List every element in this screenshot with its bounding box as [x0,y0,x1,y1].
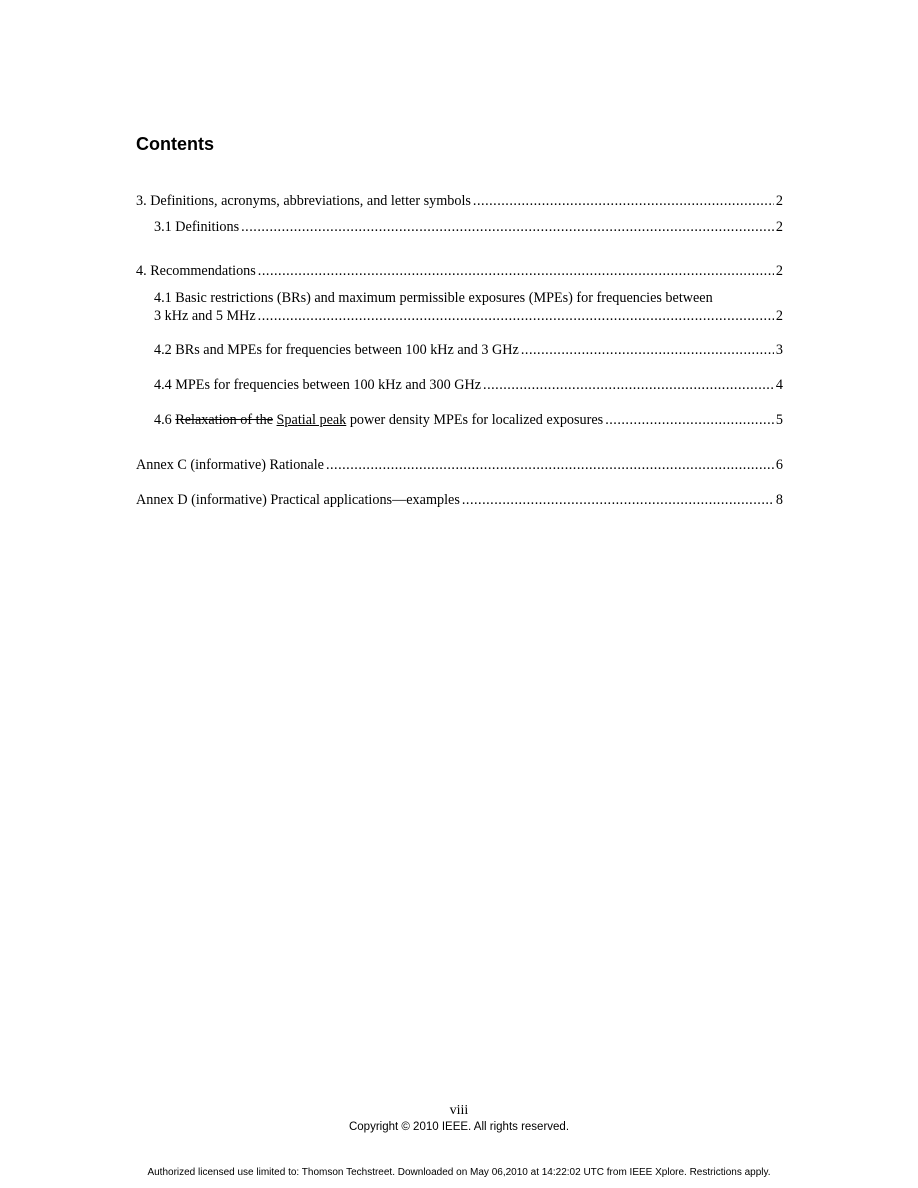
toc-entry-text: 4.2 BRs and MPEs for frequencies between 100 kHz and 3 GHz [154,342,519,358]
dot-leader [326,456,774,474]
dot-leader [258,262,774,280]
page-folio: viii [449,1103,469,1118]
dot-leader [521,341,774,359]
toc-entry-text: 4. Recommendations [136,263,256,279]
toc-page-number: 2 [775,263,783,279]
toc-entry-4[interactable] [136,262,783,280]
deleted-text: Relaxation of the [175,412,273,428]
contents-heading: Contents [136,134,214,154]
toc-entry-prefix: 4.6 [154,412,176,428]
dot-leader [473,192,774,210]
toc-entry-4-1[interactable] [154,307,783,325]
toc-page-number: 4 [775,377,783,393]
toc-page-number: 2 [775,193,783,209]
copyright-notice: Copyright © 2010 IEEE. All rights reserved. [348,1121,570,1133]
dot-leader [605,411,774,429]
toc-page-number: 3 [775,342,783,358]
inserted-text: Spatial peak [276,412,347,428]
toc-page-number: 8 [775,492,783,508]
dot-leader [258,307,774,325]
toc-entry-suffix: power density MPEs for localized exposures [346,412,604,428]
toc-entry-4-4[interactable] [154,376,783,394]
toc-entry-text: Annex D (informative) Practical applications—examples [136,492,460,508]
toc-entry-4-6[interactable] [154,411,783,429]
toc-entry-text [154,411,603,429]
toc-entry-text: 3 kHz and 5 MHz [154,308,256,324]
toc-entry-text: Annex C (informative) Rationale [136,457,324,473]
toc-page-number: 6 [775,457,783,473]
toc-page-number: 5 [775,412,783,428]
toc-entry-text: 3.1 Definitions [154,219,240,235]
toc-entry-annex-c[interactable] [136,456,783,474]
license-notice: Authorized licensed use limited to: Thomson Techstreet. Downloaded on May 06,2010 at 14:22:02 UTC from IEEE Xplore. Restrictions apply. [147,1167,771,1178]
dot-leader [241,218,774,236]
dot-leader [462,491,774,509]
toc-entry-text: 3. Definitions, acronyms, abbreviations, and letter symbols [136,193,471,209]
dot-leader [483,376,774,394]
toc-entry-4-2[interactable] [154,341,783,359]
toc-entry-annex-d[interactable] [136,491,783,509]
toc-entry-text: 4.4 MPEs for frequencies between 100 kHz and 300 GHz [154,377,482,393]
toc-entry-3-1[interactable] [154,218,783,236]
toc-page-number: 2 [775,308,783,324]
toc-entry-3[interactable] [136,192,783,210]
toc-page-number: 2 [775,219,783,235]
toc-entry-4-1-first-line[interactable]: 4.1 Basic restrictions (BRs) and maximum permissible exposures (MPEs) for frequencies between [154,290,713,306]
